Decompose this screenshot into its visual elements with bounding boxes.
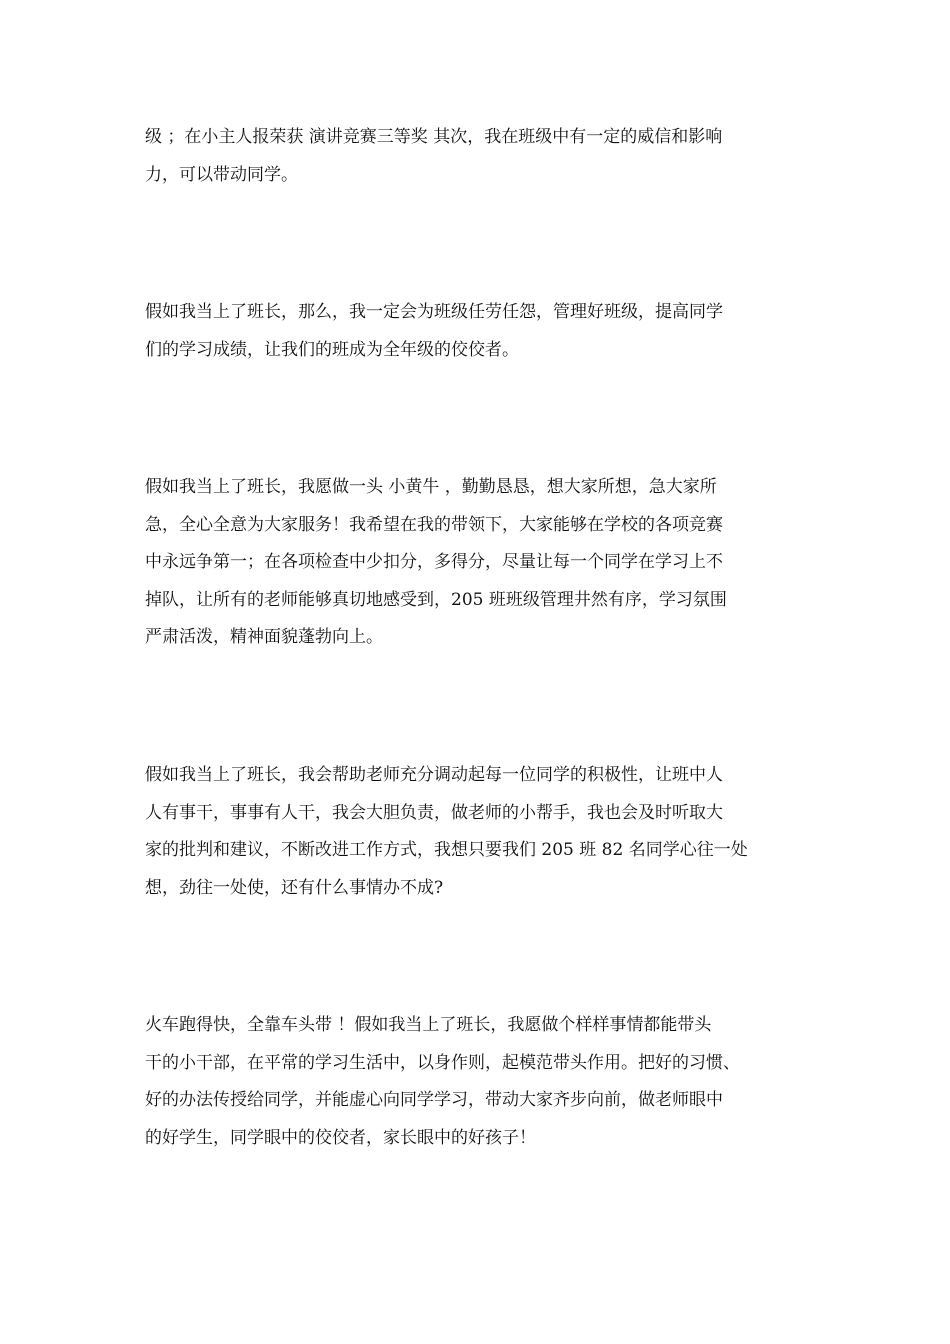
text-line: 力，可以带动同学。	[145, 164, 298, 185]
text-line: 急，全心全意为大家服务！我希望在我的带领下，大家能够在学校的各项竞赛	[145, 514, 723, 535]
text-line: 严肃活泼，精神面貌蓬勃向上。	[145, 627, 383, 647]
text-line: 中永远争第一；在各项检查中少扣分，多得分，尽量让每一个同学在学习上不	[145, 552, 723, 572]
paragraph-1	[145, 119, 810, 194]
paragraph-5	[145, 1007, 810, 1157]
text-line: 假如我当上了班长，我会帮助老师充分调动起每一位同学的积极性，让班中人	[145, 765, 723, 785]
text-line: 级 ；在小主人报荣获 演讲竞赛三等奖 其次，我在班级中有一定的威信和影响	[145, 127, 723, 147]
text-line: 想，劲往一处使，还有什么事情办不成?	[145, 877, 444, 898]
text-line: 干的小干部，在平常的学习生活中，以身作则，起模范带头作用。把好的习惯、	[145, 1052, 740, 1073]
text-line: 家的批判和建议，不断改进工作方式，我想只要我们 205 班 82 名同学心往一处	[145, 840, 748, 860]
paragraph-3	[145, 469, 810, 657]
text-line: 人有事干，事事有人干，我会大胆负责，做老师的小帮手，我也会及时听取大	[145, 802, 723, 823]
paragraph-2	[145, 294, 810, 369]
text-line: 假如我当上了班长，我愿做一头 小黄牛 ，勤勤恳恳，想大家所想，急大家所	[145, 477, 717, 497]
text-line: 好的办法传授给同学，并能虚心向同学学习，带动大家齐步向前，做老师眼中	[145, 1090, 723, 1110]
text-line: 的好学生，同学眼中的佼佼者，家长眼中的好孩子！	[145, 1127, 536, 1148]
text-line: 们的学习成绩，让我们的班成为全年级的佼佼者。	[145, 339, 519, 360]
text-line: 掉队，让所有的老师能够真切地感受到，205 班班级管理井然有序，学习氛围	[145, 589, 727, 610]
text-line: 假如我当上了班长，那么，我一定会为班级任劳任怨，管理好班级，提高同学	[145, 302, 723, 322]
text-line: 火车跑得快，全靠车头带 ！假如我当上了班长，我愿做个样样事情都能带头	[145, 1015, 712, 1035]
paragraph-4	[145, 757, 810, 907]
